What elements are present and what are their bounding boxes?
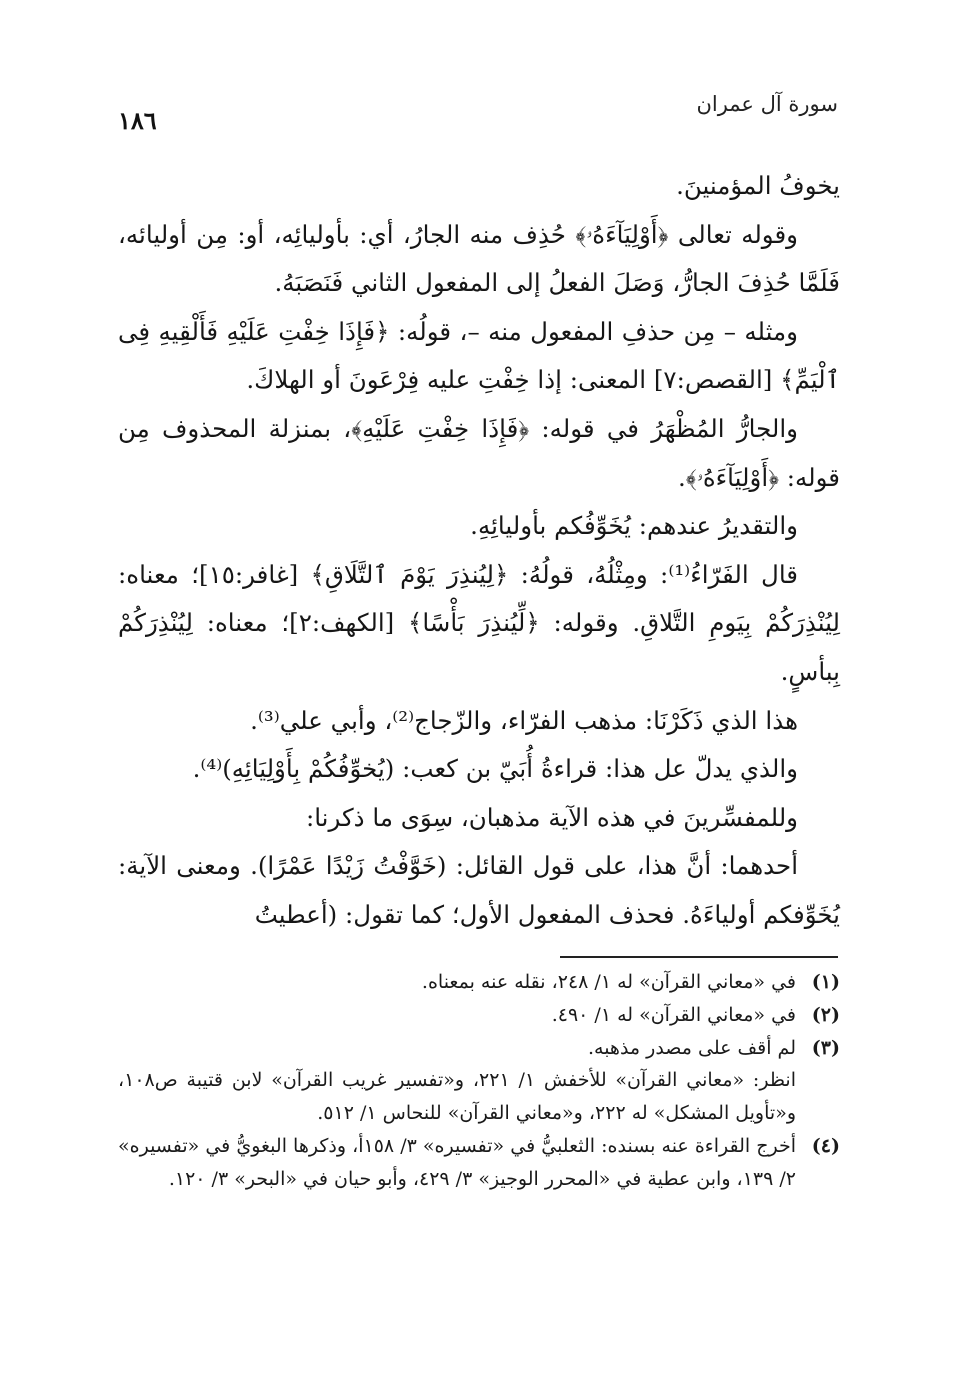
page-number: ١٨٦ — [118, 106, 157, 135]
paragraph: وللمفسِّرينَ في هذه الآية مذهبان، سِوَى ما ذكرنا: — [305, 802, 798, 832]
footnote — [118, 1130, 840, 1196]
footnote-number: (١) — [811, 971, 840, 993]
paragraph: والتقديرُ عندهم: يُخَوِّفُكم بأوليائِهِ. — [470, 511, 798, 541]
footnote-text: لم أقف على مصدر مذهبه. — [587, 1036, 796, 1059]
footnote-text: في «معاني القرآن» له ١/ ٢٤٨، نقله عنه بمعناه. — [421, 971, 796, 993]
paragraph: والجارُّ المُظْهَرُ في قوله: ﴿فَإِذَا خِفْتِ عَلَيْهِ﴾، بمنزلة المحذوف مِن قوله: ﴿أَوْلِيَآءَهُۥ﴾. — [118, 413, 840, 492]
paragraph: يخوفُ المؤمنينَ. — [676, 171, 840, 200]
footnote-number: (٣) — [811, 1036, 840, 1059]
footnote-separator — [560, 956, 838, 958]
footnote-number: (٢) — [811, 1003, 840, 1026]
paragraph: هذا الذي ذَكَرْنَا: مذهب الفرّاء، والزّجاج⁽²⁾، وأبي علي⁽³⁾. — [250, 705, 798, 735]
paragraph: قال الفَرّاءُ⁽¹⁾: ومِثْلُهُ، قولُهُ: ﴿لِيُنذِرَ يَوْمَ ٱلتَّلَاقِ﴾ [غافر:١٥]؛ معناه: لِيُنْذِرَكُمْ بِيَومِ التَّلاقِ. وقوله: ﴿لِّيُنذِرَ بَأْسًا﴾ [الكهف:٢]؛ معناه: لِيُنْذِرَكُمْ بِبأسٍ. — [118, 559, 840, 686]
footnote-number: (٤) — [811, 1134, 840, 1157]
page-header — [118, 92, 838, 142]
footnote-text: في «معاني القرآن» له ١/ ٤٩٠. — [551, 1003, 796, 1026]
surah-title: سورة آل عمران — [696, 92, 838, 116]
paragraph: وقوله تعالى ﴿أَوْلِيَآءَهُۥ﴾ حُذِف منه الجارُ، أي: بأوليائِه، أو: مِن أوليائه، فَلَمَّا حُذِفَ الجارُّ، وَصَلَ الفعلُ إلى المفعول الثاني فَنَصَبَهُ. — [118, 219, 840, 298]
footnotes — [118, 966, 840, 1196]
footnote — [118, 1064, 840, 1130]
paragraph: ومثله – مِن حذفِ المفعول منه –، قولُه: ﴿فَإِذَا خِفْتِ عَلَيْهِ فَأَلْقِيهِ فِى ٱلْيَمِّ﴾ [القصص:٧] المعنى: إذا خِفْتِ عليه فِرْعَونَ أو الهلاكَ. — [118, 316, 840, 395]
footnote — [118, 999, 840, 1032]
footnote-text: أخرج القراءة عنه بسنده: الثعلبيُّ في «تفسيره» ٣/ ١٥٨أ، وذكرها البغويُّ في «تفسيره» ٢/ ١٣٩، وابن عطية في «المحرر الوجيز» ٣/ ٤٢٩، وأبو حيان في «البحر» ٣/ ١٢٠. — [118, 1134, 797, 1190]
footnote — [118, 966, 840, 999]
main-text — [118, 162, 840, 940]
footnote-text: انظر: «معاني القرآن» للأخفش ١/ ٢٢١، و«تفسير غريب القرآن» لابن قتيبة ص١٠٨، و«تأويل المشكل» له ٢٢٢، و«معاني القرآن» للنحاس ١/ ٥١٢. — [118, 1069, 796, 1125]
footnote — [118, 1032, 840, 1065]
paragraph: والذي يدلّ عل هذا: قراءةُ أُبَيّ بن كعب: (يُخوِّفُكُمْ بِأَوْلِيَائِهِ)⁽⁴⁾. — [192, 754, 798, 784]
paragraph: أحدهما: أنَّ هذا، على قول القائل: (خَوَّفْتُ زَيْدًا عَمْرًا). ومعنى الآية: يُخَوِّفكم أولياءَهُ. فحذف المفعول الأول؛ كما تقول: (أعطيتُ — [118, 851, 840, 929]
